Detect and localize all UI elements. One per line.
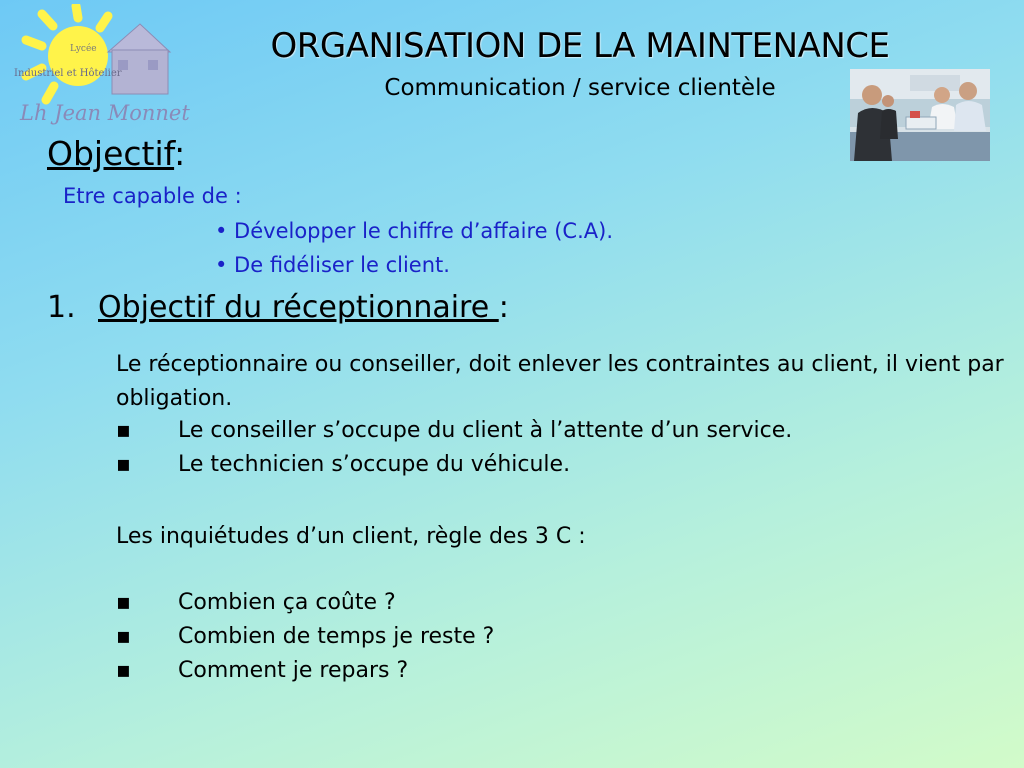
school-logo: [8, 4, 198, 128]
bullet-icon: ▪: [116, 658, 131, 683]
section-title-text: Objectif du réceptionnaire: [98, 290, 499, 325]
logo-text-mid: Industriel et Hôtelier: [14, 68, 122, 79]
rule-intro: Les inquiétudes d’un client, règle des 3 C :: [116, 524, 586, 549]
house-icon: [108, 24, 170, 94]
objectif-heading: [47, 134, 185, 173]
logo-text-top: Lycée: [70, 44, 97, 54]
bullet-icon: ▪: [116, 624, 131, 649]
role-item: Le technicien s’occupe du véhicule.: [178, 452, 571, 477]
role-item: Le conseiller s’occupe du client à l’attente d’un service.: [178, 418, 793, 443]
section-title: [98, 290, 509, 325]
objectif-bullet: • Développer le chiffre d’affaire (C.A).: [215, 219, 614, 243]
bullet-icon: ▪: [116, 418, 131, 443]
bullet-icon: ▪: [116, 452, 131, 477]
question-item: Combien de temps je reste ?: [178, 624, 495, 649]
section-number: 1.: [47, 290, 76, 325]
reception-desk-photo: [850, 69, 990, 161]
page-subtitle: Communication / service clientèle: [384, 75, 776, 101]
section-title-colon: :: [498, 290, 509, 325]
bullet-icon: ▪: [116, 590, 131, 615]
objectif-colon: :: [174, 134, 186, 173]
objectif-label: Objectif: [47, 134, 175, 173]
section-paragraph: Le réceptionnaire ou conseiller, doit enlever les contraintes au client, il vient par obligation.: [116, 352, 1004, 411]
page-title: ORGANISATION DE LA MAINTENANCE: [270, 26, 890, 66]
objectif-intro: Etre capable de :: [63, 184, 242, 208]
question-item: Combien ça coûte ?: [178, 590, 396, 615]
logo-text-bottom: Lh Jean Monnet: [20, 101, 190, 125]
question-item: Comment je repars ?: [178, 658, 409, 683]
objectif-bullet: • De fidéliser le client.: [215, 253, 450, 277]
